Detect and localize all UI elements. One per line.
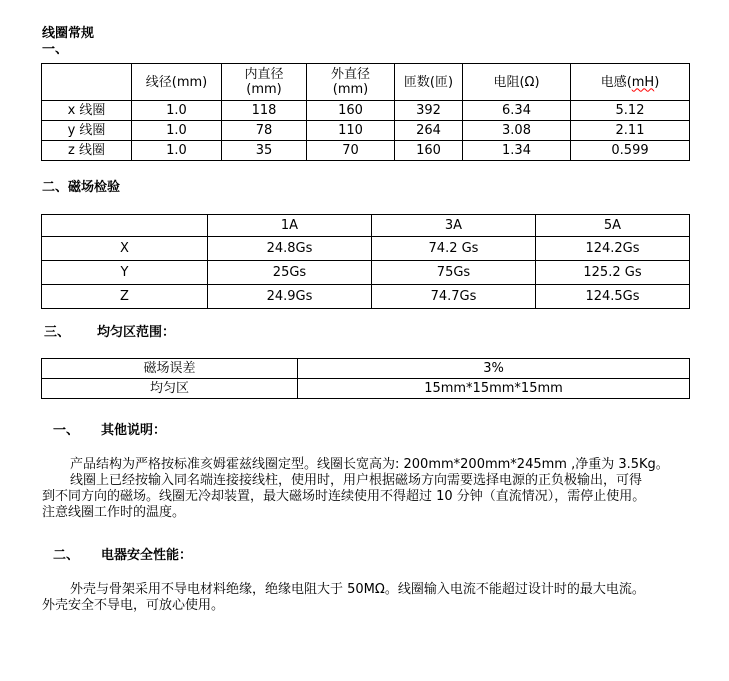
- table-row: [42, 237, 690, 261]
- cell-field: 24.9Gs: [208, 285, 372, 309]
- paragraph-line: 外壳安全不导电，可放心使用。: [42, 598, 225, 613]
- row-axis: Y: [42, 261, 208, 285]
- cell-field: 124.2Gs: [536, 237, 690, 261]
- table-row: [42, 359, 690, 379]
- row-name: x 线圈: [42, 101, 132, 121]
- coil-section-title: 线圈常规: [42, 26, 95, 41]
- paragraph-line: 产品结构为严格按标准亥姆霍兹线圈定型。线圈长宽高为: 200mm*200mm*245mm ,净重为 3.5Kg。: [70, 457, 669, 472]
- header-wire-diameter: 线径(mm): [132, 64, 222, 101]
- cell-turns: 160: [395, 141, 463, 161]
- header-inductance: [571, 64, 690, 101]
- row-label: 均匀区: [42, 379, 298, 399]
- cell-resistance: 6.34: [463, 101, 571, 121]
- header-inner-unit: (mm): [246, 82, 282, 97]
- row-label: 磁场误差: [42, 359, 298, 379]
- table-row: [42, 261, 690, 285]
- inductance-unit: mH: [631, 74, 655, 90]
- cell-field: 75Gs: [372, 261, 536, 285]
- other-notes-number: 一、: [53, 423, 80, 438]
- cell-resistance: 1.34: [463, 141, 571, 161]
- coil-section-number: 一、: [42, 42, 69, 57]
- cell-field: 124.5Gs: [536, 285, 690, 309]
- table-row: [42, 101, 690, 121]
- row-name: z 线圈: [42, 141, 132, 161]
- cell-field: 74.2 Gs: [372, 237, 536, 261]
- paragraph-line: 到不同方向的磁场。线圈无冷却装置，最大磁场时连续使用不得超过 10 分钟（直流情况），需停止使用。: [42, 489, 646, 504]
- header-outer-diameter: [307, 64, 395, 101]
- cell-inductance: 2.11: [571, 121, 690, 141]
- table-row: [42, 379, 690, 399]
- table-header-row: [42, 215, 690, 237]
- header-resistance: 电阻(Ω): [463, 64, 571, 101]
- paragraph-line: 外壳与骨架采用不导电材料绝缘，绝缘电阻大于 50MΩ。线圈输入电流不能超过设计时的最大电流。: [70, 582, 645, 597]
- cell-field: 125.2 Gs: [536, 261, 690, 285]
- header-cell-blank: [42, 64, 132, 101]
- cell-field: 25Gs: [208, 261, 372, 285]
- row-axis: X: [42, 237, 208, 261]
- cell-turns: 392: [395, 101, 463, 121]
- uniform-section-number: 三、: [44, 325, 71, 340]
- header-current: 5A: [536, 215, 690, 237]
- cell-inner: 118: [222, 101, 307, 121]
- cell-value: 15mm*15mm*15mm: [298, 379, 690, 399]
- row-name: y 线圈: [42, 121, 132, 141]
- cell-outer: 110: [307, 121, 395, 141]
- uniform-section-title: 均匀区范围：: [97, 325, 176, 340]
- cell-wire: 1.0: [132, 101, 222, 121]
- table-row: [42, 141, 690, 161]
- header-outer-label: 外直径: [330, 67, 370, 82]
- cell-wire: 1.0: [132, 121, 222, 141]
- coil-parameters-table: [41, 63, 690, 161]
- cell-outer: 160: [307, 101, 395, 121]
- cell-inductance: 5.12: [571, 101, 690, 121]
- other-notes-title: 其他说明：: [101, 423, 167, 438]
- safety-section-number: 二、: [53, 548, 80, 563]
- table-row: [42, 121, 690, 141]
- cell-resistance: 3.08: [463, 121, 571, 141]
- header-outer-unit: (mm): [332, 82, 369, 97]
- cell-inner: 35: [222, 141, 307, 161]
- header-current: 3A: [372, 215, 536, 237]
- paragraph-line: 注意线圈工作时的温度。: [42, 505, 186, 520]
- cell-turns: 264: [395, 121, 463, 141]
- cell-inner: 78: [222, 121, 307, 141]
- table-row: [42, 285, 690, 309]
- cell-value: 3%: [298, 359, 690, 379]
- safety-section-title: 电器安全性能：: [101, 548, 193, 563]
- paragraph-line: 线圈上已经按输入同名端连接接线柱，使用时，用户根据磁场方向需要选择电源的正负极输出，可得: [70, 473, 643, 488]
- cell-field: 74.7Gs: [372, 285, 536, 309]
- cell-outer: 70: [307, 141, 395, 161]
- row-axis: Z: [42, 285, 208, 309]
- header-inner-diameter: [222, 64, 307, 101]
- cell-inductance: 0.599: [571, 141, 690, 161]
- safety-paragraph: [42, 582, 692, 614]
- table-header-row: [42, 64, 690, 101]
- header-inner-label: 内直径: [244, 67, 284, 82]
- magnetic-test-title: 二、磁场检验: [42, 180, 121, 195]
- inductance-prefix: 电感(: [600, 74, 632, 90]
- other-notes-paragraph: [42, 457, 692, 521]
- inductance-suffix: ): [654, 74, 660, 90]
- header-cell-blank: [42, 215, 208, 237]
- uniform-region-table: [41, 358, 690, 399]
- header-current: 1A: [208, 215, 372, 237]
- cell-wire: 1.0: [132, 141, 222, 161]
- cell-field: 24.8Gs: [208, 237, 372, 261]
- header-turns: 匝数(匝): [395, 64, 463, 101]
- magnetic-field-table: [41, 214, 690, 309]
